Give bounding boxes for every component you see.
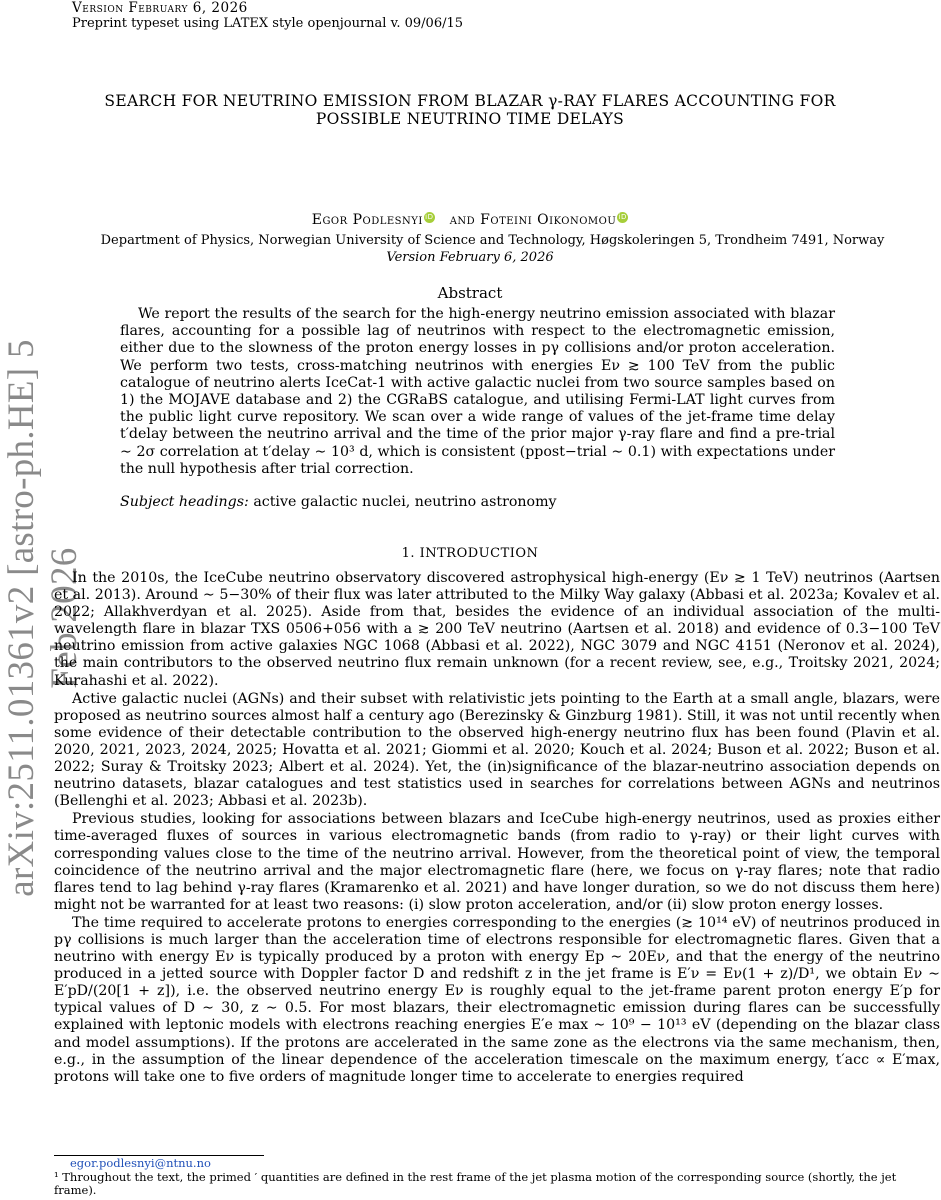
paragraph: Active galactic nuclei (AGNs) and their subset with relativistic jets pointing to the Earth at a small angle, blazars, were proposed as neutrino sources almost half a century ago (Berezinsky & Ginzburg 1981). Still, it was not until recently when some evidence of their detectable contribution to the observed high-energy neutrino flux has been found (Plavin et al. 2020, 2021, 2023, 2024, 2025; Hovatta et al. 2021; Giommi et al. 2020; Kouch et al. 2024; Buson et al. 2022; Buson et al. 2022; Suray & Troitsky 2023; Albert et al. 2024). Yet, the (in)significance of the blazar-neutrino association depends on neutrino datasets, blazar catalogues and test statistics used in searches for correlations between AGNs and neutrinos (Bellenghi et al. 2023; Abbasi et al. 2023b). xyxy=(54,690,940,810)
abstract-heading: Abstract xyxy=(437,284,503,302)
author-name: Foteini Oikonomou xyxy=(480,212,617,228)
keywords-value: active galactic nuclei, neutrino astronomy xyxy=(253,494,557,510)
paper-date: Version February 6, 2026 xyxy=(386,250,554,265)
body-text xyxy=(54,570,940,1087)
abstract-text: We report the results of the search for the high-energy neutrino emission associated with blazar flares, accounting for a possible lag of neutrinos with respect to the electromagnetic emission, either due to the slowness of the proton energy losses in pγ collisions and/or proton acceleration. We perform two tests, cross-matching neutrinos with energies Eν ≳ 100 TeV from the public catalogue of neutrino alerts IceCat-1 with active galactic nuclei from two source samples based on 1) the MOJAVE database and 2) the CGRaBS catalogue, and utilising Fermi-LAT light curves from the public light curve repository. We scan over a wide range of values of the jet-frame time delay t′delay between the neutrino arrival and the time of the prior major γ-ray flare and find a pre-trial ∼ 2σ correlation at t′delay ∼ 10³ d, which is consistent (ppost−trial ∼ 0.1) with expectations under the null hypothesis after trial correction. xyxy=(120,306,835,477)
page-header xyxy=(72,0,463,32)
author-email-link[interactable]: egor.podlesnyi@ntnu.no xyxy=(70,1156,211,1170)
orcid-icon[interactable]: iD xyxy=(425,213,434,221)
author-list xyxy=(70,212,870,228)
footnotes xyxy=(54,1155,940,1198)
paragraph: Previous studies, looking for associations between blazars and IceCube high-energy neutrinos, used as proxies either time-averaged fluxes of sources in various electromagnetic bands (from radio to γ-ray) or their light curves with corresponding values close to the time of the neutrino arrival. However, from the theoretical point of view, the temporal coincidence of the neutrino arrival and the major electromagnetic flare (here, we focus on γ-ray flares; note that radio flares tend to lag behind γ-ray flares (Kramarenko et al. 2021) and have longer duration, so we do not discuss them here) might not be warranted for at least two reasons: (i) slow proton acceleration, and/or (ii) slow proton energy losses. xyxy=(54,811,940,913)
paragraph: The time required to accelerate protons to energies corresponding to the energies (≳ 10¹⁴ eV) of neutrinos produced in pγ collisions is much larger than the acceleration time of electrons responsible for electromagnetic flares. Given that a neutrino with energy Eν is typically produced by a proton with energy Ep ∼ 20Eν, and that the energy of the neutrino produced in a jetted source with Doppler factor D and redshift z in the jet frame is E′ν = Eν(1 + z)/D¹, we obtain Eν ∼ E′pD/(20[1 + z]), i.e. the observed neutrino energy Eν is roughly equal to the jet-frame parent proton energy E′p for typical values of D ∼ 30, z ∼ 0.5. For most blazars, their electromagnetic emission during flares can be successfully explained with leptonic models with electrons reaching energies E′e max ∼ 10⁹ − 10¹³ eV (depending on the blazar class and model assumptions). If the protons are accelerated in the same zone as the electrons via the same mechanism, then, e.g., in the assumption of the linear dependence of the acceleration timescale on the maximum energy, t′acc ∝ E′max, protons will take one to five orders of magnitude longer time to accelerate to energies required xyxy=(54,914,940,1085)
arxiv-stamp[interactable]: arXiv:2511.01361v2 [astro-ph.HE] 5 Feb 2026 xyxy=(1,339,85,897)
keywords-label: Subject headings: xyxy=(120,494,249,510)
subject-headings xyxy=(120,494,835,510)
version-line: Version February 6, 2026 xyxy=(72,0,248,16)
author-conjunction: and xyxy=(449,212,476,228)
author-name: Egor Podlesnyi xyxy=(311,212,423,228)
paragraph: In the 2010s, the IceCube neutrino observatory discovered astrophysical high-energy (Eν ≳ 1 TeV) neutrinos (Aartsen et al. 2013). Around ∼ 5−30% of their flux was later attributed to the Milky Way galaxy (Abbasi et al. 2023a; Kovalev et al. 2022; Allakhverdyan et al. 2025). Aside from that, besides the evidence of an individual association of the multi-wavelength flare in blazar TXS 0506+056 with a ≳ 200 TeV neutrino (Aartsen et al. 2018) and evidence of 0.3−100 TeV neutrino emission from active galaxies NGC 1068 (Abbasi et al. 2022), NGC 3079 and NGC 4151 (Neronov et al. 2024), the main contributors to the observed neutrino flux remain unknown (for a recent review, see, e.g., Troitsky 2021, 2024; Kurahashi et al. 2022). xyxy=(54,570,940,689)
preprint-line: Preprint typeset using LATEX style openjournal v. 09/06/15 xyxy=(72,16,464,31)
footnote-1: ¹ Throughout the text, the primed ′ quantities are defined in the rest frame of the jet plasma motion of the corresponding source (shortly, the jet frame). xyxy=(54,1169,897,1197)
affiliation: Department of Physics, Norwegian University of Science and Technology, Høgskoleringen 5, Trondheim 7491, Norway xyxy=(100,233,885,248)
paper-title: SEARCH FOR NEUTRINO EMISSION FROM BLAZAR γ-RAY FLARES ACCOUNTING FOR POSSIBLE NEUTRINO TIME DELAYS xyxy=(104,92,836,128)
section-heading: 1. INTRODUCTION xyxy=(401,546,539,561)
orcid-icon[interactable]: iD xyxy=(618,213,627,221)
